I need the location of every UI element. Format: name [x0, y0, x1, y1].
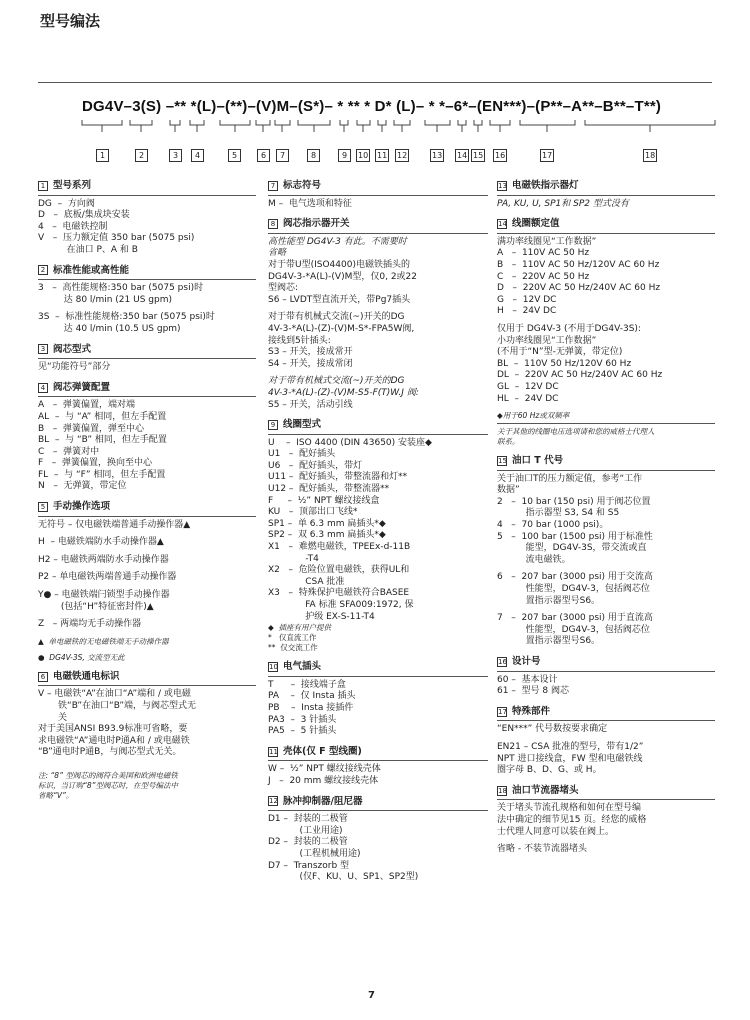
section-line: 3 – 高性能规格:350 bar (5075 psi)时 [38, 283, 204, 294]
section-title: 脉冲抑制器/阻尼器 [283, 795, 363, 807]
code-position-1: 1 [96, 149, 109, 162]
code-position-16: 16 [495, 151, 506, 160]
section-line: 求电磁铁“A”通电时P通A和 / 或电磁铁 [38, 735, 190, 746]
section-heading [38, 178, 256, 196]
section-line: SP2 – 双 6.3 mm 扁插头*◆ [268, 530, 386, 541]
section-line: 性能型，DG4V-3，包括阀芯位 [497, 584, 650, 595]
section-line: 省略 [268, 248, 287, 259]
section-heading [38, 499, 256, 517]
section-line: 4 – 70 bar (1000 psi)。 [497, 520, 609, 531]
section-line: PB – Insta 接插件 [268, 702, 354, 713]
section-line: PA, KU, U, SP1和 SP2 型式没有 [497, 198, 629, 209]
section-line: ▲ 单电磁铁的无电磁铁端无手动操作器 [38, 636, 169, 646]
section-number-box: 3 [38, 344, 48, 354]
code-position-14: 14 [457, 151, 468, 160]
code-position-2: 2 [135, 149, 148, 162]
code-position-7: 7 [276, 149, 289, 162]
section-5 [38, 499, 256, 663]
section-line: 关 [38, 712, 68, 723]
section-line: N – 无弹簧，带定位 [38, 481, 127, 492]
section-number-box: 9 [268, 420, 278, 430]
section-18 [497, 783, 715, 856]
section-line: H – 电磁铁端防水手动操作器▲ [38, 537, 164, 548]
section-title: 阀芯弹簧配置 [53, 381, 111, 393]
code-position-6: 6 [257, 149, 270, 162]
section-line: F – 弹簧偏置，换向至中心 [38, 458, 152, 469]
section-line: B – 弹簧偏置，弹至中心 [38, 423, 144, 434]
section-title: 设计号 [512, 656, 541, 667]
section-6 [38, 669, 256, 801]
page-number: 7 [368, 990, 375, 1001]
section-line: 满功率线圈见“工作数据” [497, 236, 597, 247]
section-line: H – 24V DC [497, 306, 557, 317]
section-heading [38, 342, 256, 360]
section-line: 省略 - 不装节流器堵头 [497, 844, 587, 855]
section-title: 标志符号 [283, 180, 322, 191]
section-line: C – 弹簧对中 [38, 446, 100, 457]
section-number-box: 10 [269, 662, 278, 671]
section-line: ● DG4V-3S, 交流型无此 [38, 652, 125, 662]
section-number-box: 11 [269, 747, 278, 756]
section-line: U – ISO 4400 (DIN 43650) 安装座◆ [268, 437, 432, 448]
section-number-box: 6 [38, 672, 48, 682]
code-position-8: 8 [307, 149, 320, 162]
section-line: 无符号 – 仅电磁铁端普通手动操作器▲ [38, 519, 191, 530]
section-line: 4 – 电磁铁控制 [38, 221, 108, 232]
section-line: D – 底板/集成块安装 [38, 210, 130, 221]
section-line: 对于带有机械式交流(~)开关的DG [268, 376, 405, 387]
section-line: 对于美国ANSI B93.9标准可省略，要 [38, 724, 188, 735]
section-line: BL – 与 “B” 相同，但左手配置 [38, 435, 167, 446]
section-3 [38, 342, 256, 374]
section-title: 线圈额定值 [512, 218, 560, 230]
section-line: 达 80 l/min (21 US gpm) [38, 294, 172, 305]
section-line: M – 电气选项和特征 [268, 198, 352, 209]
section-title: 标准性能或高性能 [53, 264, 130, 276]
section-number-box: 2 [38, 265, 48, 275]
section-title: 油口节流器堵头 [512, 784, 579, 796]
section-line: T – 接线端子盒 [268, 679, 346, 690]
section-number-box: 13 [498, 181, 507, 190]
code-position-17: 17 [542, 151, 553, 160]
section-line: FL – 与 “F” 相同，但左手配置 [38, 469, 166, 480]
code-position-13: 13 [432, 151, 443, 160]
section-heading [268, 659, 488, 677]
section-heading [38, 380, 256, 398]
section-line: D2 – 封装的二极管 [268, 837, 348, 848]
section-line: 数据” [497, 485, 520, 496]
section-line: BL – 110V 50 Hz/120V 60 Hz [497, 358, 632, 369]
section-line: 关于其他的线圈电压选项请和您的威格士代理人 [497, 423, 715, 437]
section-line: DG – 方向阀 [38, 198, 95, 209]
section-heading [497, 453, 715, 471]
section-line: (工程机械用途) [268, 848, 361, 859]
code-position-15: 15 [473, 151, 484, 160]
section-line: Y● – 电磁铁端闩锁型手动操作器 [38, 590, 170, 601]
section-13 [497, 178, 715, 210]
section-line: (不用于“N”型-无弹簧，带定位) [497, 347, 623, 358]
section-line: C – 220V AC 50 Hz [497, 271, 590, 282]
section-heading [497, 654, 715, 672]
section-heading [497, 704, 715, 722]
code-position-9: 9 [338, 149, 351, 162]
section-line: X1 – 难燃电磁铁，TPEEx-d-11B [268, 542, 411, 553]
section-number-box: 7 [268, 181, 278, 191]
section-17 [497, 704, 715, 777]
section-line: 达 40 l/min (10.5 US gpm) [38, 323, 181, 334]
section-line: 对于带有机械式交流(~)开关的DG [268, 312, 405, 323]
section-line: D7 – Transzorb 型 [268, 860, 350, 871]
section-line: GL – 12V DC [497, 381, 559, 392]
section-line: U1 – 配好插头 [268, 449, 336, 460]
section-number-box: 15 [498, 456, 507, 465]
section-heading [268, 794, 488, 812]
section-line: PA – 仅 Insta 插头 [268, 691, 356, 702]
section-line: 标识，当订购“8”型阀芯时，在型号编法中 [38, 780, 179, 790]
section-line: S5 – 开关，活动引线 [268, 399, 353, 410]
section-10 [268, 659, 488, 738]
section-1 [38, 178, 256, 257]
section-line: V – 电磁铁“A”在油口“A”端和 / 或电磁 [38, 689, 191, 700]
code-position-18: 18 [645, 151, 656, 160]
section-line: CSA 批准 [268, 576, 345, 587]
section-heading [38, 669, 256, 687]
code-bracket-lines [82, 120, 715, 132]
section-line: F – ½” NPT 螺纹接线盒 [268, 495, 380, 506]
section-title: 电磁铁指示器灯 [512, 180, 579, 191]
section-title: 壳体(仅 F 型线圈) [283, 745, 362, 757]
section-line: * 仅直流工作 [268, 633, 317, 643]
section-4 [38, 380, 256, 493]
section-heading [268, 744, 488, 762]
section-line: 高性能型 DG4V-3 有此。不需要时 [268, 236, 407, 247]
section-2 [38, 263, 256, 336]
section-line: G – 12V DC [497, 294, 557, 305]
section-line: Z – 两端均无手动操作器 [38, 619, 142, 630]
section-12 [268, 794, 488, 884]
column-left [38, 178, 256, 807]
section-line: NPT 进口接线盒，FW 型和电磁铁线 [497, 753, 643, 764]
section-line: 铁“B”在油口“B”端，与阀芯型式无 [38, 701, 197, 711]
section-line: PA3 – 3 针插头 [268, 714, 337, 725]
section-number-box: 17 [498, 707, 507, 716]
section-title: 电磁铁通电标识 [53, 670, 120, 682]
section-title: 特殊部件 [512, 705, 551, 717]
section-line: 在油口 P、A 和 B [38, 244, 138, 255]
section-line: 6 – 207 bar (3000 psi) 用于交流高 [497, 572, 653, 583]
section-line: 性能型，DG4V-3，包括阀芯位 [497, 624, 650, 635]
section-line: 7 – 207 bar (3000 psi) 用于直流高 [497, 613, 653, 624]
section-line: 60 – 基本设计 [497, 674, 558, 685]
section-line: 4V-3-*A(L)-(Z)-(V)M-S5-F(T)W.J 阀: [268, 387, 419, 398]
section-title: 线圈型式 [283, 419, 322, 431]
section-16 [497, 654, 715, 698]
section-line: X2 – 危险位置电磁铁，获得UL和 [268, 565, 410, 576]
section-14 [497, 216, 715, 447]
section-heading [497, 216, 715, 234]
section-line: -T4 [268, 553, 319, 564]
section-15 [497, 453, 715, 648]
section-line: 指示器型 S3, S4 和 S5 [497, 508, 620, 519]
section-heading [268, 178, 488, 196]
section-line: 关于油口T的压力额定值，参考“工作 [497, 473, 643, 484]
section-line: 法中确定的细节见15 页。经您的威格 [497, 814, 647, 825]
section-number-box: 18 [498, 786, 507, 795]
section-heading [268, 216, 488, 234]
section-number-box: 14 [498, 219, 507, 228]
section-line: HL – 24V DC [497, 393, 559, 404]
section-line: ◆ 插座有用户提供 [268, 623, 332, 633]
section-line: H2 – 电磁铁两端防水手动操作器 [38, 554, 169, 565]
section-line: AL – 与 “A” 相同，但左手配置 [38, 411, 167, 422]
section-line: FA 标准 SFA009:1972, 保 [268, 600, 414, 610]
section-line: 能型，DG4V-3S，带交流或直 [497, 543, 647, 554]
code-brackets [80, 118, 720, 132]
section-line: 仅用于 DG4V-3 (不用于DG4V-3S): [497, 323, 641, 334]
section-line: 接线到5针插头: [268, 335, 331, 346]
column-middle [268, 178, 488, 890]
section-line: “B”通电时P通B，与阀芯型式无关。 [38, 747, 182, 758]
section-line: U11 – 配好插头，带整流器和灯** [268, 472, 408, 483]
section-line: B – 110V AC 50 Hz/120V AC 60 Hz [497, 259, 660, 270]
section-line: KU – 顶部出口飞线* [268, 507, 358, 518]
section-line: S4 – 开关，接成常闭 [268, 358, 353, 369]
section-line: 关于堵头节流孔规格和如何在型号编 [497, 803, 642, 814]
section-line: (工业用途) [268, 825, 343, 836]
section-line: EN21 – CSA 批准的型号，带有1/2” [497, 741, 644, 752]
section-line: 2 – 10 bar (150 psi) 用于阀芯位置 [497, 496, 651, 507]
section-title: 油口 T 代号 [512, 455, 564, 467]
section-line: W – ½” NPT 螺纹接线壳体 [268, 764, 381, 775]
section-title: 电气插头 [283, 661, 322, 673]
section-line: U12 – 配好插头，带整流器** [268, 484, 390, 495]
section-line: (仅F、KU、U、SP1、SP2型) [268, 872, 419, 883]
section-heading [497, 178, 715, 196]
section-heading [268, 417, 488, 435]
section-line: 圈字母 B、D、G、或 H。 [497, 765, 602, 776]
section-heading [497, 783, 715, 801]
section-line: A – 110V AC 50 Hz [497, 248, 590, 259]
top-divider [38, 82, 712, 83]
section-line: “EN***” 代号数按要求确定 [497, 724, 608, 735]
section-line: ◆用于60 Hz或双频率 [497, 411, 570, 421]
section-line: DL – 220V AC 50 Hz/240V AC 60 Hz [497, 370, 663, 381]
code-position-numbers [80, 149, 720, 165]
section-line: 3S – 标准性能规格:350 bar (5075 psi)时 [38, 312, 215, 323]
section-line: D – 220V AC 50 Hz/240V AC 60 Hz [497, 283, 661, 294]
section-line: (包括“H”特征密封件)▲ [38, 601, 154, 612]
section-line: 置指示器型号S6。 [497, 636, 601, 647]
code-position-5: 5 [228, 149, 241, 162]
code-position-11: 11 [377, 151, 388, 160]
section-number-box: 5 [38, 502, 48, 512]
column-right [497, 178, 715, 862]
section-line: 4V-3-*A(L)-(Z)-(V)M-S*-FPA5W阀, [268, 323, 415, 334]
section-heading [38, 263, 256, 281]
section-line: 见“功能符号”部分 [38, 362, 111, 373]
section-line: 士代理人同意可以装在阀上。 [497, 826, 615, 837]
section-line: ** 仅交流工作 [268, 643, 318, 653]
section-number-box: 16 [498, 657, 507, 666]
section-line: DG4V-3-*A(L)-(V)M型，仅0, 2或22 [268, 271, 417, 282]
section-title: 型号系列 [53, 180, 92, 191]
section-line: V – 压力额定值 350 bar (5075 psi) [38, 233, 195, 244]
section-line: J – 20 mm 螺纹接线壳体 [268, 775, 379, 786]
section-line: 联系。 [497, 437, 520, 447]
section-line: 置指示器型号S6。 [497, 595, 601, 606]
section-line: 护级 EX-S-11-T4 [268, 611, 375, 622]
section-line: P2 – 单电磁铁两端普通手动操作器 [38, 572, 177, 583]
section-line: X3 – 特殊保护电磁铁符合BASEE [268, 588, 410, 599]
section-line: PA5 – 5 针插头 [268, 726, 337, 737]
page-title: 型号编法 [40, 12, 101, 30]
section-7 [268, 178, 488, 210]
section-title: 阀芯指示器开关 [283, 218, 350, 230]
section-line: S3 – 开关，接成常开 [268, 347, 353, 358]
code-position-10: 10 [358, 151, 369, 160]
section-line: 省略“V”。 [38, 790, 74, 800]
section-11 [268, 744, 488, 788]
code-position-3: 3 [169, 149, 182, 162]
section-title: 阀芯型式 [53, 343, 92, 355]
section-number-box: 1 [38, 181, 48, 191]
section-8 [268, 216, 488, 411]
section-line: A – 弹簧偏置，端对端 [38, 400, 135, 411]
section-number-box: 8 [268, 219, 278, 229]
section-line: 小功率线圈见“工作数据” [497, 335, 597, 346]
section-line: 对于带U型(ISO4400)电磁铁插头的 [268, 259, 410, 270]
section-line: U6 – 配好插头，带灯 [268, 460, 363, 471]
section-line: 61 – 型号 8 阀芯 [497, 686, 569, 697]
section-line: 型阀芯: [268, 283, 299, 294]
model-code-string: DG4V–3(S) –** *(L)–(**)–(V)M–(S*)– * ** * D* (L)– * *–6*–(EN***)–(P**–A**–B**–T**) [82, 98, 662, 115]
section-title: 手动操作选项 [53, 501, 111, 513]
section-line: SP1 – 单 6.3 mm 扁插头*◆ [268, 518, 386, 529]
code-position-4: 4 [191, 149, 204, 162]
section-line: S6 – LVDT型直流开关，带Pg7插头 [268, 294, 411, 305]
section-number-box: 4 [38, 383, 48, 393]
section-line: 5 – 100 bar (1500 psi) 用于标准性 [497, 531, 653, 542]
code-position-12: 12 [397, 151, 408, 160]
section-line: 流电磁铁。 [497, 554, 571, 565]
section-line: 注: “8” 型阀芯的阀符合美国和欧洲电磁铁 [38, 770, 178, 780]
section-number-box: 12 [269, 797, 278, 806]
section-line: D1 – 封装的二极管 [268, 814, 348, 825]
section-9 [268, 417, 488, 653]
